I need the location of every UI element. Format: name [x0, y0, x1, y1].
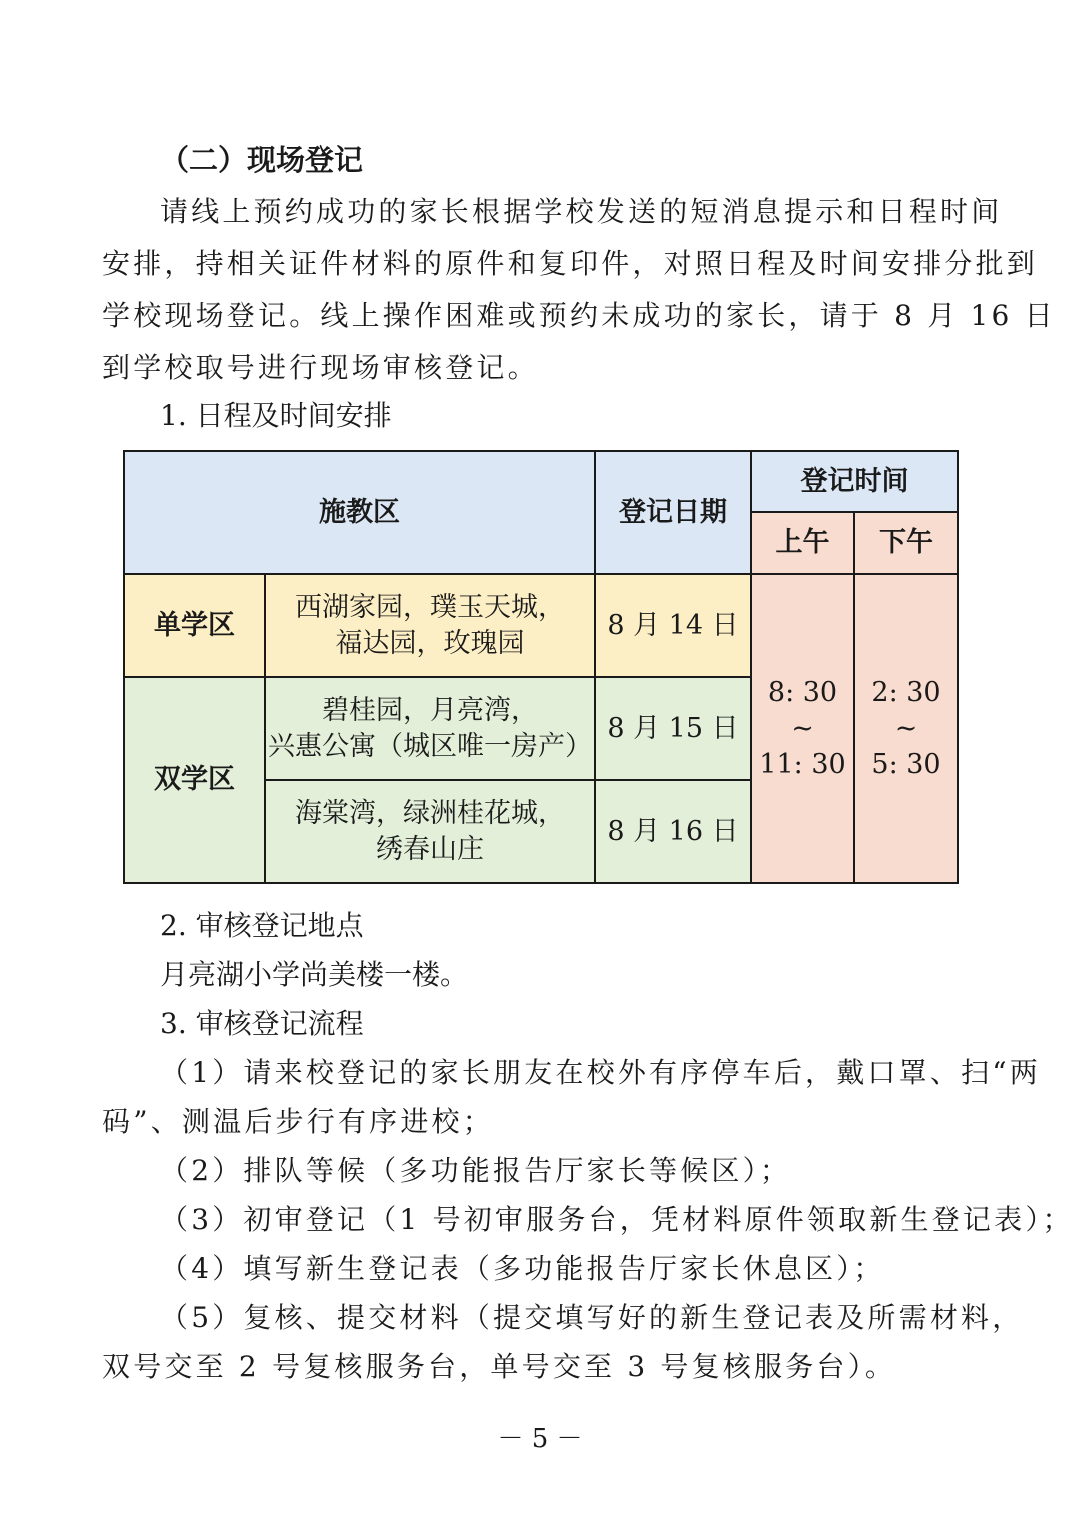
zone-single: 单学区 [124, 574, 265, 677]
intro-line-1: 请线上预约成功的家长根据学校发送的短消息提示和日程时间 [160, 195, 1003, 228]
intro-line-3: 学校现场登记。线上操作困难或预约未成功的家长，请于 8 月 16 日 [102, 299, 1056, 332]
section-title: （二）现场登记 [160, 143, 364, 177]
date-cell-3: 8 月 16 日 [595, 780, 751, 883]
intro-line-4: 到学校取号进行现场审核登记。 [102, 351, 539, 384]
item3-title: 3. 审核登记流程 [160, 1007, 364, 1040]
header-time: 登记时间 [751, 451, 958, 512]
estates-1-line2: 福达园，玫瑰园 [335, 627, 525, 659]
item2-text: 月亮湖小学尚美楼一楼。 [160, 958, 469, 991]
step-line-7: 双号交至 2 号复核服务台，单号交至 3 号复核服务台）。 [102, 1350, 897, 1383]
estates-3-line1: 海棠湾，绿洲桂花城， [295, 797, 565, 829]
pm-start: 2: 30 [871, 676, 941, 708]
estates-3-line2: 绣春山庄 [376, 833, 484, 865]
estates-cell-1 [265, 574, 595, 677]
schedule-table [123, 450, 959, 884]
estates-2-line1: 碧桂园，月亮湾， [322, 694, 538, 726]
item1-title: 1. 日程及时间安排 [160, 399, 392, 432]
zone-double: 双学区 [124, 677, 265, 883]
am-time-cell [751, 574, 854, 883]
step-line-1: （1）请来校登记的家长朋友在校外有序停车后，戴口罩、扫“两 [160, 1056, 1041, 1089]
estates-2-line2: 兴惠公寓（城区唯一房产） [268, 730, 592, 762]
item2-title: 2. 审核登记地点 [160, 909, 364, 942]
am-tilde: ~ [791, 712, 814, 744]
estates-cell-2 [265, 677, 595, 780]
date-cell-1: 8 月 14 日 [595, 574, 751, 677]
date-cell-2: 8 月 15 日 [595, 677, 751, 780]
am-end: 11: 30 [759, 748, 846, 780]
step-line-4: （3）初审登记（1 号初审服务台，凭材料原件领取新生登记表）； [160, 1203, 1074, 1236]
step-line-2: 码”、测温后步行有序进校； [102, 1105, 494, 1138]
header-area: 施教区 [124, 451, 595, 574]
step-line-3: （2）排队等候（多功能报告厅家长等候区）； [160, 1154, 792, 1187]
header-am: 上午 [751, 512, 854, 574]
estates-1-line1: 西湖家园，璞玉天城， [295, 591, 565, 623]
step-line-6: （5）复核、提交材料（提交填写好的新生登记表及所需材料， [160, 1301, 1024, 1334]
header-pm: 下午 [854, 512, 958, 574]
estates-cell-3 [265, 780, 595, 883]
pm-tilde: ~ [894, 712, 918, 744]
pm-time-cell [854, 574, 958, 883]
intro-line-2: 安排，持相关证件材料的原件和复印件，对照日程及时间安排分批到 [102, 247, 1039, 280]
am-start: 8: 30 [767, 676, 838, 708]
pm-end: 5: 30 [871, 748, 941, 780]
step-line-5: （4）填写新生登记表（多功能报告厅家长休息区）； [160, 1252, 885, 1285]
page-number: － 5 － [497, 1424, 583, 1454]
header-date: 登记日期 [595, 451, 751, 574]
